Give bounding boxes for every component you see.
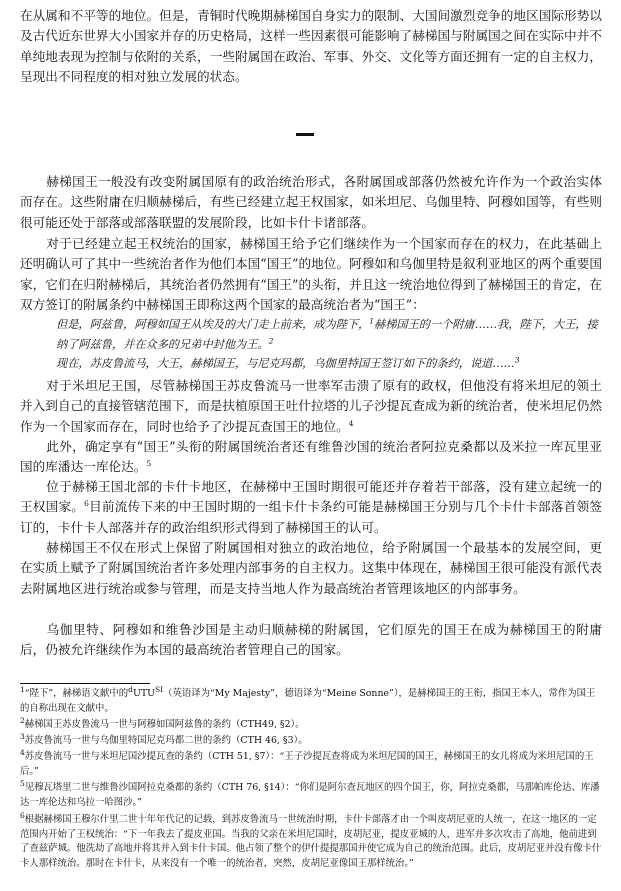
footnote-ref[interactable]: 1 <box>369 316 375 326</box>
quote-2: 现在，苏皮鲁流马，大王，赫梯国王，与尼克玛都，乌伽里特国王签订如下的条约，说道……$^3$ <box>56 355 520 370</box>
paragraph-1: 赫梯国王一般没有改变附属国原有的政治统治形式，各附属国或部落仍然被允许作为一个政治实体而存在。这些附庸在归顺赫梯后，有些已经建立起王权国家，如米坦尼、乌伽里特、阿穆如国等，有些则很可能还处于部落或部落联盟的发展阶段，比如卡什卡诸部落。 <box>20 174 602 230</box>
footnote-4: $^4$苏皮鲁流马一世与米坦尼国沙提瓦查的条约（CTH 51, §7）：“王子沙提瓦查将成为米坦尼国的国王，赫梯国王的女儿将成为米坦尼国的王后。” <box>20 747 594 777</box>
footnote-ref[interactable]: 3 <box>514 355 520 365</box>
footnote-ref[interactable]: 4 <box>348 418 354 428</box>
footnote-1: $^1$“陛下”，赫梯语文献中的$^dUTU^{SI}$（英语译为“My Majesty”，德语译为“Meine Sonne”），是赫梯国王的王衔，指国王本人，常作为国王的自称出现在文献中。 <box>20 684 596 714</box>
footnote-2: $^2$赫梯国王苏皮鲁流马一世与阿穆如国阿兹鲁的条约（CTH49, §2）。 <box>20 715 305 730</box>
footnote-6: $^6$根据赫梯国王穆尔什里二世十年年代记的记载，到苏皮鲁流马一世统治时期，卡什卡部落才由一个叫皮胡尼亚的人统一，在这一地区的一定范围内开始了王权统治：“下一年我去了提皮亚国。当我的父亲在米坦尼国时，皮胡尼亚，提皮亚城的人，进军并多次攻击了高地，他前进到了查兹萨城。他洗劫了高地并将其并入到卡什卡国。他占领了整个的伊什提提那国并使它成为自己的统治范围。此后，皮胡尼亚并没有像卡什卡人那样统治。那时在卡什卡，从来没有一个唯一的统治者，突然，皮胡尼亚像国王那样统治。” <box>20 810 602 869</box>
paragraph-6: 赫梯国王不仅在形式上保留了附属国相对独立的政治地位，给予附属国一个最基本的发展空间，更在实质上赋予了附属国统治者许多处理内部事务的自主权力。这集中体现在，赫梯国王很可能没有派代表去附属地区进行统治或参与管理，而是支持当地人作为最高统治者管理该地区的内部事务。 <box>20 540 602 596</box>
footnote-rule <box>20 683 150 684</box>
paragraph-5: 位于赫梯王国北部的卡什卡地区，在赫梯中王国时期很可能还并存着若干部落，没有建立起统一的王权国家。$^6$目前流传下来的中王国时期的一组卡什卡条约可能是赫梯国王分别与几个卡什卡部落首领签订的，卡什卡人部落并存的政治组织形式得到了赫梯国王的认可。 <box>20 479 603 535</box>
top-paragraph: 在从属和不平等的地位。但是，青铜时代晚期赫梯国自身实力的限制、大国间激烈竞争的地区国际形势以及古代近东世界大小国家并存的历史格局，这样一些因素很可能影响了赫梯国与附属国之间在实际中并不单纯地表现为控制与依附的关系，一些附属国在政治、军事、外交、文化等方面还拥有一定的自主权力，呈现出不同程度的相对独立发展的状态。 <box>20 8 602 84</box>
footnote-ref[interactable]: 5 <box>146 459 152 469</box>
section-number-dash <box>296 133 314 136</box>
footnote-5: $^5$见穆瓦塔里二世与维鲁沙国阿拉克桑都的条约（CTH 76, §14）：“你们是阿尔查瓦地区的四个国王，你，阿拉克桑都，马那帕库伦达、库潘达一库伦达和乌拉一哈图沙。” <box>20 778 600 808</box>
quote-1: 但是，阿兹鲁，阿穆如国王从埃及的大门走上前来，成为陛下，$^1$赫梯国王的一个附庸……我，陛下，大王，接纳了阿兹鲁，并在众多的兄弟中封他为王。$^2$ <box>56 316 598 351</box>
paragraph-7: 乌伽里特、阿穆如和维鲁沙国是主动归顺赫梯的附属国，它们原先的国王在成为赫梯国王的附庸后，仍被允许继续作为本国的最高统治者管理自己的国家。 <box>20 622 602 658</box>
footnote-3: $^3$苏皮鲁流马一世与乌伽里特国尼克玛都二世的条约（CTH 46, §3）。 <box>20 731 308 746</box>
footnote-ref[interactable]: 6 <box>84 499 89 509</box>
paragraph-2: 对于已经建立起王权统治的国家，赫梯国王给予它们继续作为一个国家而存在的权力，在此基础上还明确认可了其中一些统治者作为他们本国“国王”的地位。阿穆如和乌伽里特是叙利亚地区的两个重要国家，它们在归附赫梯后，其统治者仍然拥有“国王”的头衔，并且这一统治地位得到了赫梯国王的肯定，在双方签订的附属条约中赫梯国王即称这两个国家的最高统治者为“国王”： <box>20 236 602 312</box>
paragraph-4: 此外，确定享有“国王”头衔的附属国统治者还有维鲁沙国的统治者阿拉克桑都以及米拉一库瓦里亚国的库潘达一库伦达。$^5$ <box>20 439 602 475</box>
footnote-ref[interactable]: 2 <box>268 335 274 345</box>
paragraph-3: 对于米坦尼王国，尽管赫梯国王苏皮鲁流马一世率军击溃了原有的政权，但他没有将米坦尼的领土并入到自己的直接管辖范围下，而是扶植原国王吐什拉塔的儿子沙提瓦查成为新的统治者，使米坦尼仍然作为一个国家而存在，同时也给予了沙提瓦查国王的地位。$^4$ <box>20 378 602 434</box>
